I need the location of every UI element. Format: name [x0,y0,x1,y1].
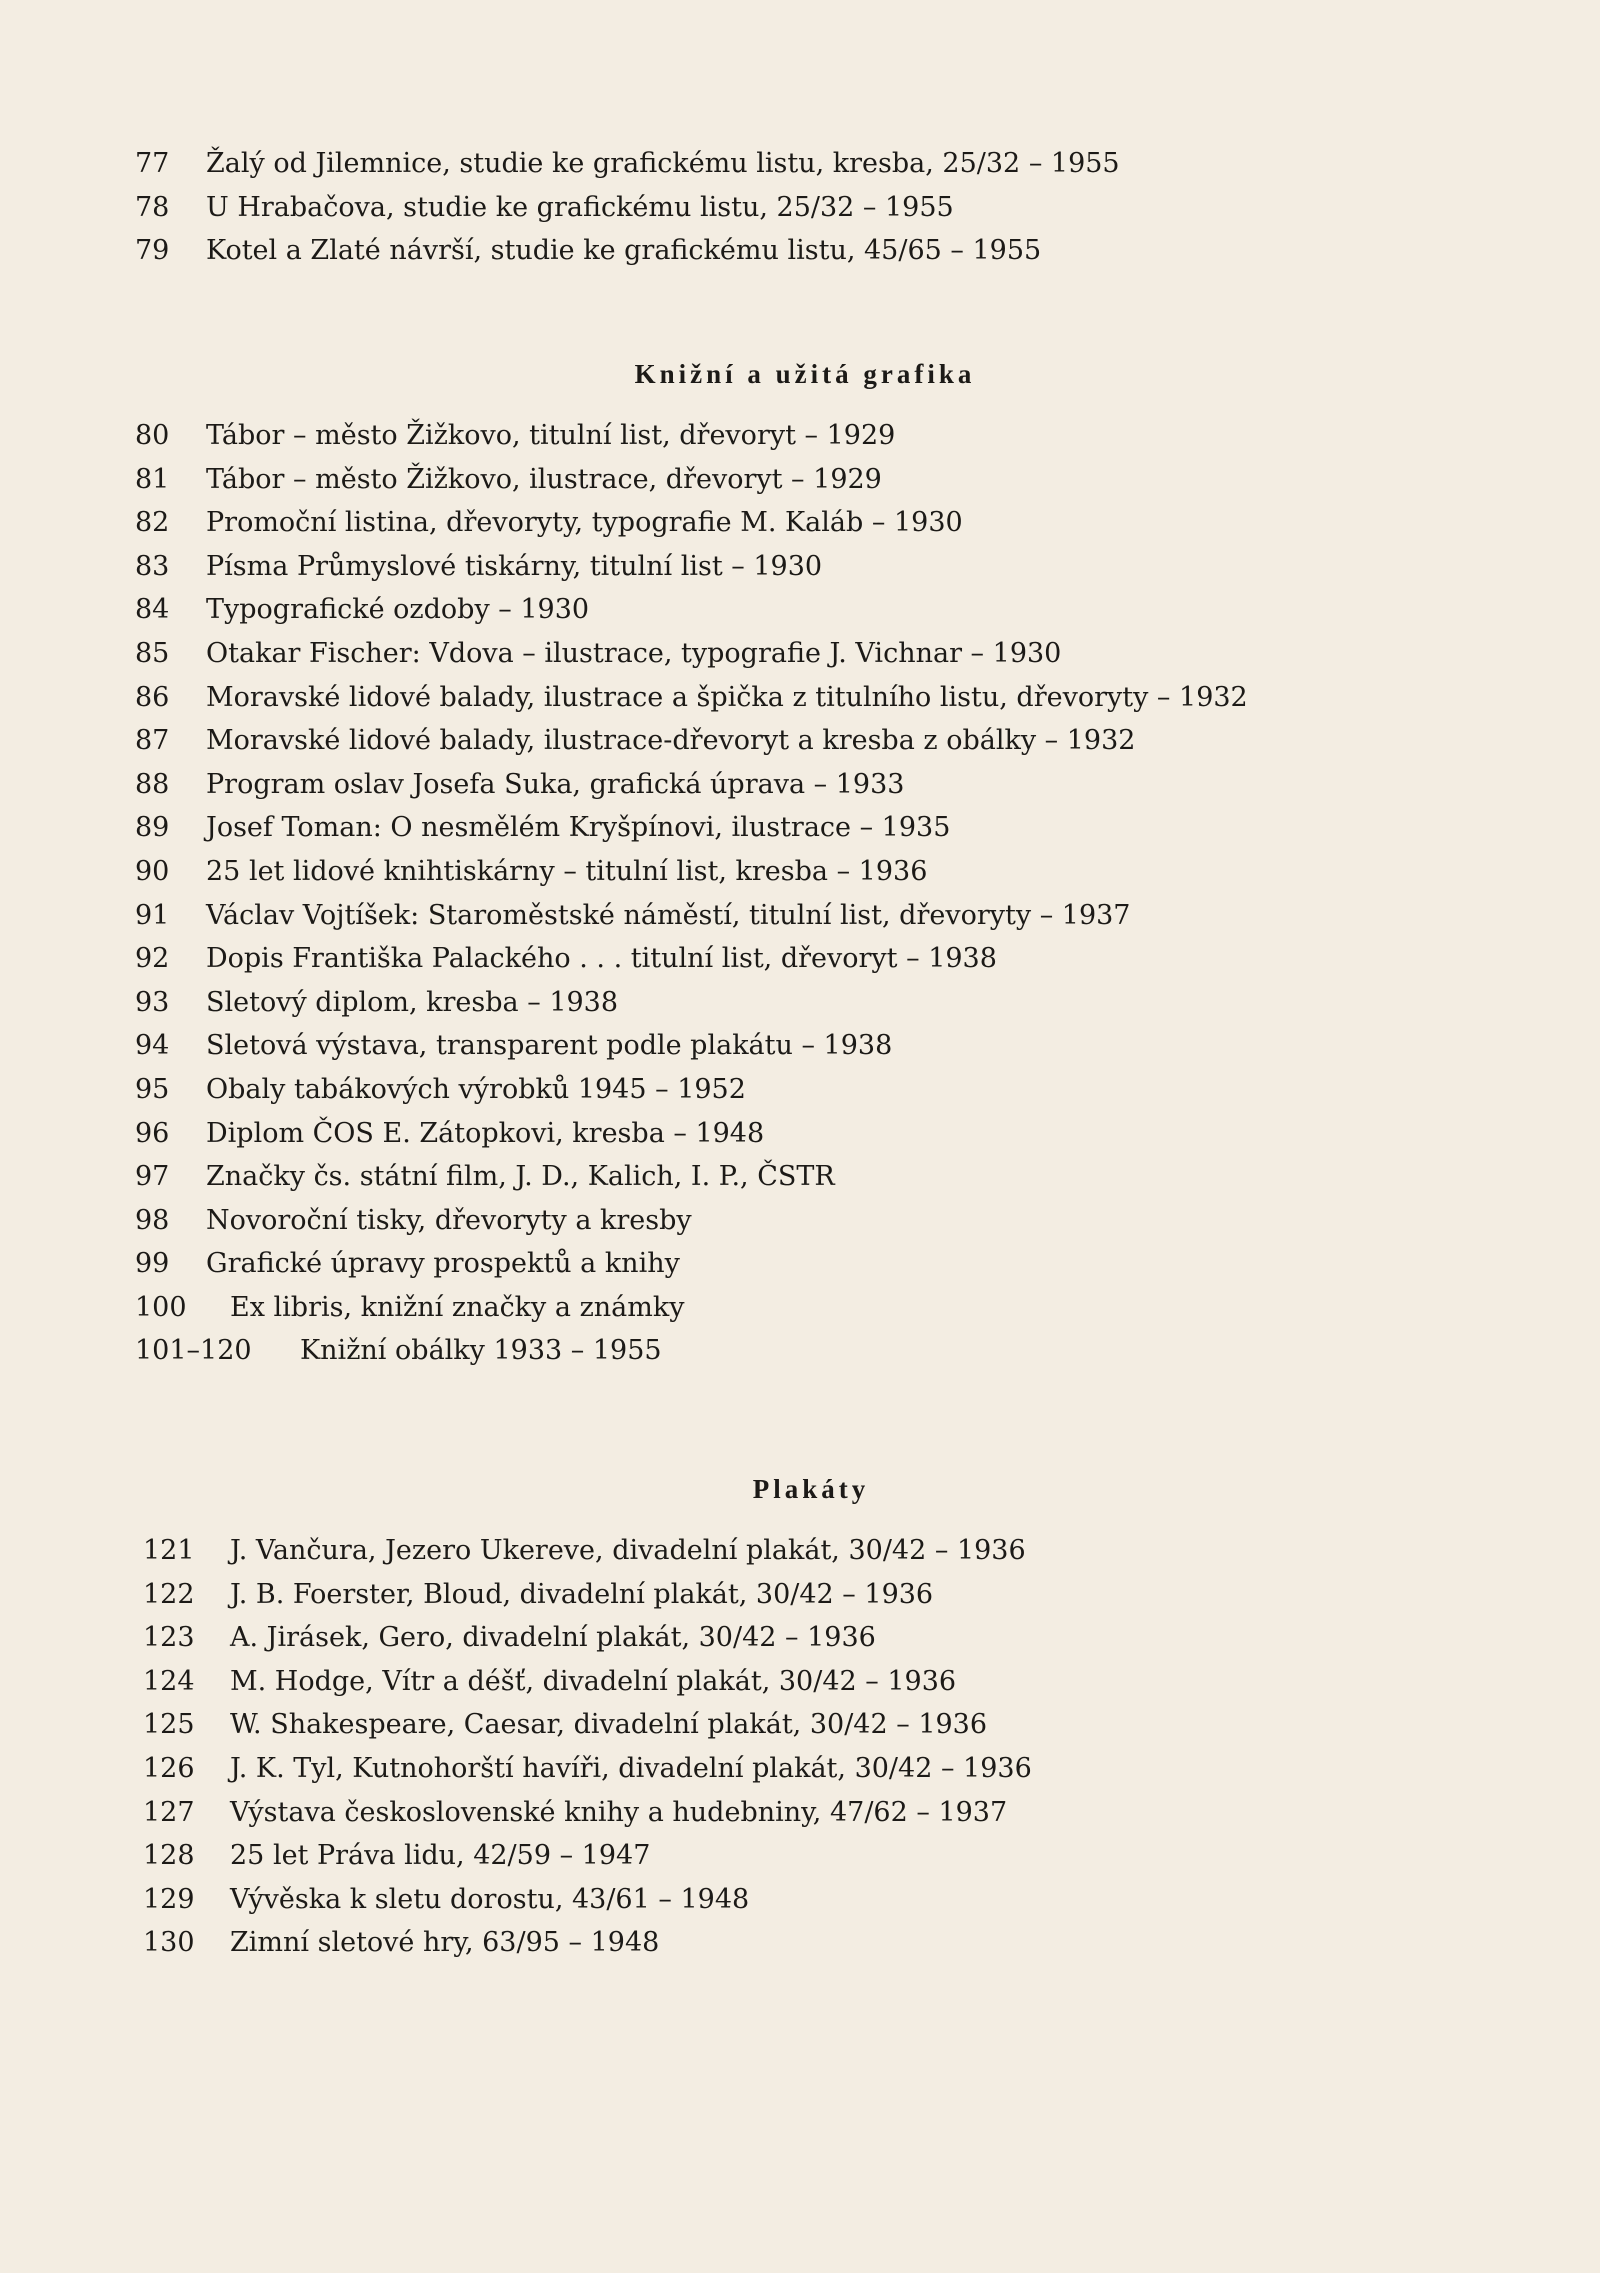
list-item [0,1660,1600,1704]
list-item [0,1329,1600,1373]
entry-number: 87 [135,725,170,757]
entry-number: 94 [135,1030,170,1062]
entry-title: J. B. Foerster, Bloud, divadelní plakát, 30/42 – 1936 [230,1578,934,1610]
list-item [0,676,1600,720]
entry-title: Promoční listina, dřevoryty, typografie M. Kaláb – 1930 [206,507,963,539]
section-heading: Knižní a užitá grafika [634,359,976,389]
entry-title: Ex libris, knižní značky a známky [230,1291,685,1323]
entry-number: 123 [143,1622,195,1654]
entry-number: 91 [135,899,170,931]
entry-number: 99 [135,1248,170,1280]
entry-number: 88 [135,768,170,800]
entry-number: 121 [143,1535,195,1566]
entry-title: W. Shakespeare, Caesar, divadelní plakát, 30/42 – 1936 [230,1709,988,1741]
list-item [0,1199,1600,1243]
entry-title: Tábor – město Žižkovo, titulní list, dřevoryt – 1929 [206,420,896,451]
section-heading: Plakáty [752,1474,870,1504]
entry-list [0,414,1600,1373]
list-item [0,981,1600,1025]
entry-title: Program oslav Josefa Suka, grafická úprava – 1933 [206,768,905,800]
list-item [0,1573,1600,1617]
entry-title: Kotel a Zlaté návrší, studie ke grafickému listu, 45/65 – 1955 [206,235,1042,267]
entry-title: Dopis Františka Palackého . . . titulní list, dřevoryt – 1938 [206,943,997,975]
list-item [0,229,1600,273]
entry-title: M. Hodge, Vítr a déšť, divadelní plakát, 30/42 – 1936 [230,1665,957,1697]
list-item [0,1068,1600,1112]
entry-title: Žalý od Jilemnice, studie ke grafickému listu, kresba, 25/32 – 1955 [206,148,1120,179]
list-item [0,1921,1600,1965]
entry-number: 127 [143,1796,195,1828]
entry-number: 130 [143,1927,195,1959]
entry-title: Sletový diplom, kresba – 1938 [206,986,619,1018]
list-item [0,1616,1600,1660]
list-item [0,850,1600,894]
entry-number: 77 [135,148,170,179]
entry-list [0,142,1600,273]
list-item [0,458,1600,502]
entry-number: 98 [135,1204,170,1236]
entry-title: Moravské lidové balady, ilustrace-dřevoryt a kresba z obálky – 1932 [206,725,1136,757]
entry-title: Obaly tabákových výrobků 1945 – 1952 [206,1073,746,1105]
entry-title: Novoroční tisky, dřevoryty a kresby [206,1204,692,1236]
entry-title: 25 let lidové knihtiskárny – titulní list, kresba – 1936 [206,855,928,887]
list-item [0,1747,1600,1791]
list-item [0,1242,1600,1286]
entry-title: Písma Průmyslové tiskárny, titulní list – 1930 [206,550,823,582]
list-item [0,1024,1600,1068]
entry-number: 95 [135,1073,170,1105]
section-book-graphics [0,352,1600,1373]
entry-title: Značky čs. státní film, J. D., Kalich, I. P., ČSTR [206,1161,835,1193]
entry-title: J. K. Tyl, Kutnohorští havíři, divadelní plakát, 30/42 – 1936 [230,1752,1032,1784]
entry-title: J. Vančura, Jezero Ukereve, divadelní plakát, 30/42 – 1936 [230,1535,1026,1566]
entry-title: Vývěska k sletu dorostu, 43/61 – 1948 [230,1883,750,1915]
entry-number: 125 [143,1709,195,1741]
entry-title: U Hrabačova, studie ke grafickému listu, 25/32 – 1955 [206,191,954,223]
entry-number: 128 [143,1840,195,1872]
entry-number: 84 [135,594,170,626]
section-studies [0,142,1600,273]
list-item [0,545,1600,589]
list-item [0,1286,1600,1330]
list-item [0,142,1600,186]
entry-number: 81 [135,463,170,495]
entry-number: 80 [135,420,170,451]
entry-title: 25 let Práva lidu, 42/59 – 1947 [230,1840,651,1872]
entry-number: 86 [135,681,170,713]
section-posters [0,1467,1600,1965]
list-item [0,937,1600,981]
list-item [0,1529,1600,1573]
entry-title: Moravské lidové balady, ilustrace a špička z titulního listu, dřevoryty – 1932 [206,681,1248,713]
list-item [0,1878,1600,1922]
list-item [0,632,1600,676]
entry-title: Knižní obálky 1933 – 1955 [300,1335,662,1367]
list-item [0,719,1600,763]
entry-number: 100 [135,1291,187,1323]
entry-number: 97 [135,1161,170,1193]
list-item [0,501,1600,545]
entry-title: Diplom ČOS E. Zátopkovi, kresba – 1948 [206,1117,765,1149]
entry-number: 96 [135,1117,170,1149]
list-item [0,806,1600,850]
entry-title: Výstava československé knihy a hudebniny, 47/62 – 1937 [230,1796,1008,1828]
entry-title: Josef Toman: O nesmělém Kryšpínovi, ilustrace – 1935 [206,812,951,844]
entry-number: 83 [135,550,170,582]
list-item [0,894,1600,938]
entry-number: 90 [135,855,170,887]
entry-title: Grafické úpravy prospektů a knihy [206,1248,680,1280]
entry-number: 93 [135,986,170,1018]
entry-number: 92 [135,943,170,975]
entry-number: 129 [143,1883,195,1915]
list-item [0,1834,1600,1878]
list-item [0,1791,1600,1835]
entry-number: 85 [135,637,170,669]
entry-number: 101–120 [135,1335,252,1367]
list-item [0,1703,1600,1747]
entry-list [0,1529,1600,1965]
entry-title: Tábor – město Žižkovo, ilustrace, dřevoryt – 1929 [206,463,882,495]
entry-title: Typografické ozdoby – 1930 [206,594,590,626]
list-item [0,186,1600,230]
entry-number: 82 [135,507,170,539]
list-item [0,763,1600,807]
list-item [0,588,1600,632]
list-item [0,1112,1600,1156]
entry-title: Sletová výstava, transparent podle plakátu – 1938 [206,1030,893,1062]
list-item [0,1155,1600,1199]
entry-title: Otakar Fischer: Vdova – ilustrace, typografie J. Vichnar – 1930 [206,637,1062,669]
entry-number: 126 [143,1752,195,1784]
entry-title: A. Jirásek, Gero, divadelní plakát, 30/42 – 1936 [230,1622,876,1654]
entry-number: 122 [143,1578,195,1610]
entry-number: 78 [135,191,170,223]
entry-number: 79 [135,235,170,267]
entry-title: Zimní sletové hry, 63/95 – 1948 [230,1927,660,1959]
entry-number: 89 [135,812,170,844]
list-item [0,414,1600,458]
entry-number: 124 [143,1665,195,1697]
entry-title: Václav Vojtíšek: Staroměstské náměstí, titulní list, dřevoryty – 1937 [206,899,1131,931]
